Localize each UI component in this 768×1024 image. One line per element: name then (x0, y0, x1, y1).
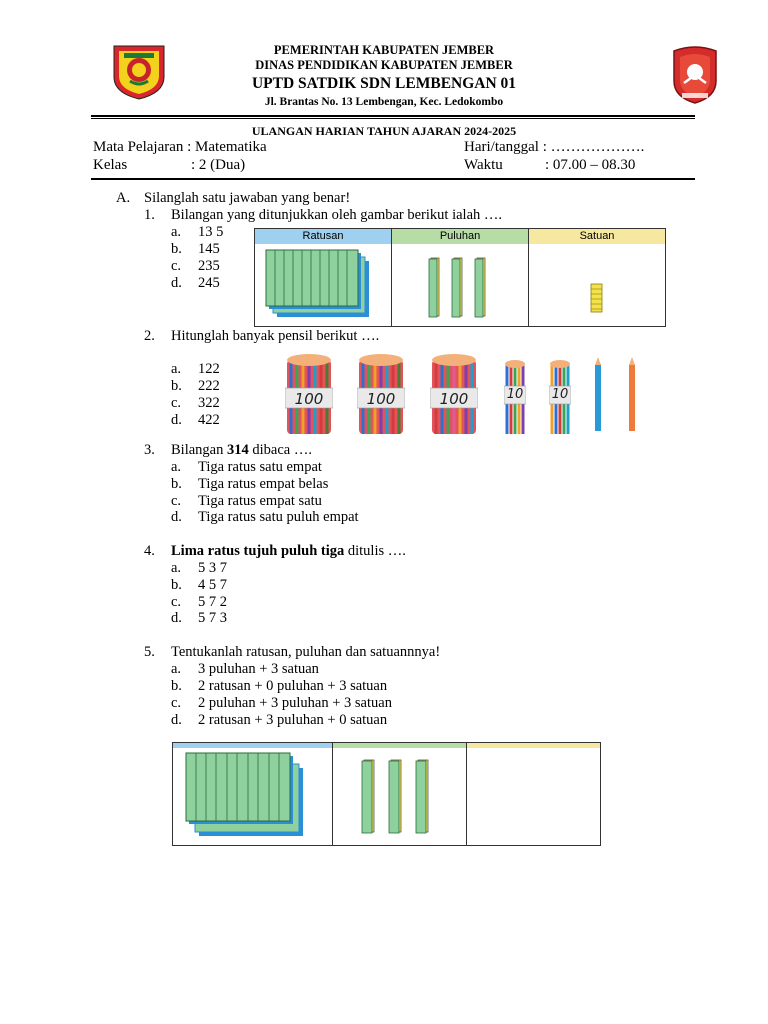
puluhan-column (392, 229, 528, 326)
question-5-text: Tentukanlah ratusan, puluhan dan satuannnya! (171, 644, 441, 660)
question-4-number: 4. (144, 543, 155, 559)
question-2-option-c[interactable] (171, 395, 220, 412)
question-1-text: Bilangan yang ditunjukkan oleh gambar berikut ialah …. (171, 207, 503, 223)
option-letter: d. (171, 610, 182, 626)
option-text: 245 (198, 275, 220, 291)
option-text: 222 (198, 378, 220, 394)
option-text: 5 7 2 (198, 594, 227, 610)
option-letter: c. (171, 493, 182, 509)
question-2-option-d[interactable] (171, 412, 220, 429)
exam-title: ULANGAN HARIAN TAHUN AJARAN 2024-2025 (251, 124, 517, 138)
option-letter: c. (171, 258, 182, 274)
option-letter: a. (171, 661, 182, 677)
question-4-option-d[interactable] (171, 610, 227, 627)
question-5-option-b[interactable] (171, 678, 387, 695)
puluhan-header: Puluhan (392, 229, 528, 244)
option-letter: b. (171, 577, 182, 593)
question-2-number: 2. (144, 328, 155, 344)
class-value: : 2 (Dua) (191, 157, 246, 173)
question-3-option-b[interactable] (171, 476, 328, 493)
question-4-option-b[interactable] (171, 577, 227, 594)
satuan-header: Satuan (529, 229, 665, 244)
pencil-bundle-100 (285, 352, 333, 436)
bundle-label: 100 (439, 390, 469, 408)
option-letter: d. (171, 509, 182, 525)
hundreds-blocks (185, 752, 309, 840)
section-instruction: Silanglah satu jawaban yang benar! (144, 190, 351, 206)
question-1-option-d[interactable] (171, 275, 220, 292)
option-text: 2 ratusan + 0 puluhan + 3 satuan (198, 678, 388, 694)
ratusan-column (255, 229, 391, 326)
question-3-option-d[interactable] (171, 509, 359, 526)
time-value: : 07.00 – 08.30 (545, 157, 636, 173)
bundle-label: 100 (366, 390, 396, 408)
subject-field: Mata Pelajaran : Matematika (93, 139, 267, 155)
question-3-text (171, 442, 312, 459)
question-5-option-a[interactable] (171, 661, 319, 678)
info-divider (91, 178, 695, 180)
header-school-name: UPTD SATDIK SDN LEMBENGAN 01 (251, 75, 517, 92)
question-3-text-pre: Bilangan (171, 442, 227, 458)
header-address: Jl. Brantas No. 13 Lembengan, Kec. Ledokombo (264, 96, 504, 108)
option-text: 3 puluhan + 3 satuan (198, 661, 319, 677)
option-letter: b. (171, 476, 182, 492)
pencil-bundle-100 (357, 352, 405, 436)
option-letter: a. (171, 224, 182, 240)
date-field: Hari/tanggal : ………………. (464, 139, 645, 155)
question-5-option-d[interactable] (171, 712, 387, 729)
column-divider (466, 742, 467, 845)
question-4-words-bold: Lima ratus tujuh puluh tiga (171, 543, 345, 559)
section-letter: A. (116, 190, 131, 206)
header-divider-thick (91, 115, 695, 117)
satuan-header-strip (467, 742, 600, 748)
question-1-option-a[interactable] (171, 224, 223, 241)
ones-cubes (589, 283, 605, 313)
option-text: 322 (198, 395, 220, 411)
option-letter: c. (171, 395, 182, 411)
option-letter: c. (171, 594, 182, 610)
question-5-option-c[interactable] (171, 695, 392, 712)
satuan-column (529, 229, 665, 326)
option-letter: b. (171, 241, 182, 257)
option-text: 13 5 (198, 224, 224, 240)
bundle-label: 10 (551, 387, 569, 402)
question-3-option-c[interactable] (171, 493, 322, 510)
hundreds-blocks (265, 249, 375, 321)
question-3-text-post: dibaca …. (248, 442, 312, 458)
question-2-text: Hitunglah banyak pensil berikut …. (171, 328, 380, 344)
question-1-option-c[interactable] (171, 258, 220, 275)
tens-rods (361, 759, 435, 835)
question-3-number: 3. (144, 442, 155, 458)
option-letter: c. (171, 695, 182, 711)
option-text: Tiga ratus satu empat (198, 459, 322, 475)
option-text: 235 (198, 258, 220, 274)
question-2-option-a[interactable] (171, 361, 220, 378)
puluhan-header-strip (333, 742, 466, 748)
option-letter: a. (171, 560, 182, 576)
pencil-bundle-10 (549, 358, 571, 434)
option-text: 145 (198, 241, 220, 257)
single-pencil-blue (594, 357, 602, 431)
option-text: Tiga ratus satu puluh empat (198, 509, 359, 525)
option-text: Tiga ratus empat satu (198, 493, 322, 509)
option-letter: a. (171, 459, 182, 475)
option-text: 122 (198, 361, 220, 377)
option-letter: b. (171, 678, 182, 694)
option-letter: b. (171, 378, 182, 394)
column-divider (332, 742, 333, 845)
option-letter: d. (171, 412, 182, 428)
option-text: 2 ratusan + 3 puluhan + 0 satuan (198, 712, 388, 728)
place-value-table-q5 (172, 742, 601, 846)
header-government: PEMERINTAH KABUPATEN JEMBER (273, 43, 495, 57)
bundle-label: 10 (506, 387, 524, 402)
single-pencil-orange (628, 357, 636, 431)
question-1-number: 1. (144, 207, 155, 223)
question-4-option-a[interactable] (171, 560, 227, 577)
question-4-text-post: ditulis …. (344, 543, 406, 559)
ratusan-header-strip (173, 742, 332, 748)
option-text: 5 3 7 (198, 560, 227, 576)
bundle-label: 100 (294, 390, 324, 408)
question-3-number-bold: 314 (226, 442, 249, 458)
question-2-option-b[interactable] (171, 378, 220, 395)
ratusan-header: Ratusan (255, 229, 391, 244)
option-text: 2 puluhan + 3 puluhan + 3 satuan (198, 695, 392, 711)
header-department: DINAS PENDIDIKAN KABUPATEN JEMBER (255, 58, 513, 72)
question-1-option-b[interactable] (171, 241, 220, 258)
header-divider-thin (91, 118, 695, 119)
pencil-bundle-10 (504, 358, 526, 434)
place-value-table-q1 (254, 228, 666, 327)
option-letter: a. (171, 361, 182, 377)
class-label: Kelas (93, 157, 128, 173)
question-4-text (171, 543, 406, 560)
option-letter: d. (171, 712, 182, 728)
option-letter: d. (171, 275, 182, 291)
option-text: Tiga ratus empat belas (198, 476, 329, 492)
tens-rods (428, 257, 492, 319)
pencil-bundle-100 (430, 352, 478, 436)
option-text: 422 (198, 412, 220, 428)
option-text: 5 7 3 (198, 610, 227, 626)
time-label: Waktu (464, 157, 503, 173)
question-3-option-a[interactable] (171, 459, 322, 476)
option-text: 4 5 7 (198, 577, 227, 593)
question-4-option-c[interactable] (171, 594, 227, 611)
question-5-number: 5. (144, 644, 155, 660)
